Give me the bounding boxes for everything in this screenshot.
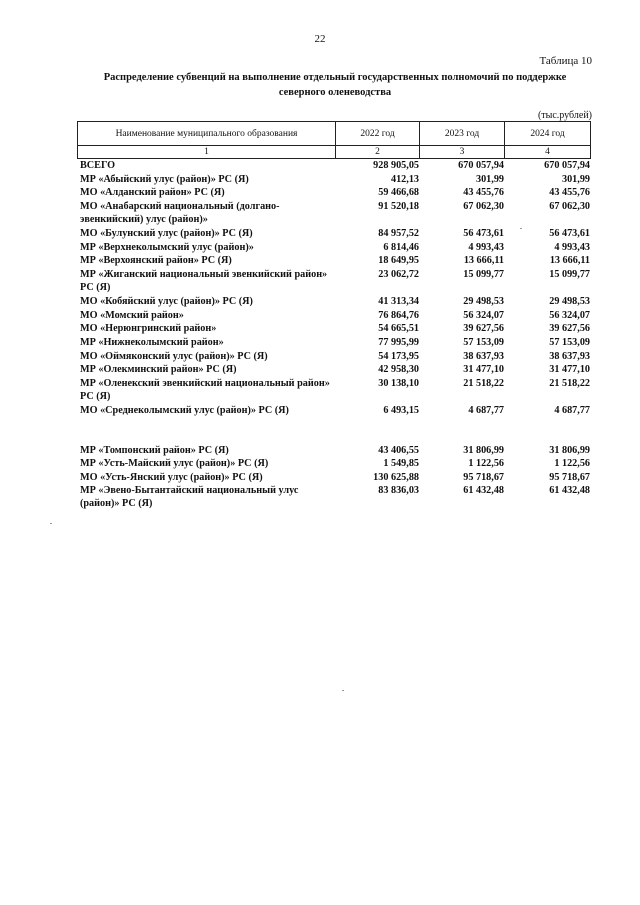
header-2024: 2024 год xyxy=(505,122,591,146)
value-2024: 31 477,10 xyxy=(549,364,590,376)
table-row xyxy=(77,268,590,295)
value-2022: 42 958,30 xyxy=(378,364,419,376)
value-2022: 83 836,03 xyxy=(378,485,419,497)
municipality-name: МР «Нижнеколымский район» xyxy=(80,336,224,348)
value-2023: 57 153,09 xyxy=(463,336,504,348)
table-row xyxy=(77,309,590,323)
table-row xyxy=(77,227,590,241)
data-table xyxy=(77,159,590,512)
municipality-name: МО «Нерюнгринский район» xyxy=(80,323,217,335)
value-2022: 30 138,10 xyxy=(378,377,419,389)
table-row xyxy=(77,186,590,200)
value-2023: 670 057,94 xyxy=(458,160,504,171)
value-2023: 95 718,67 xyxy=(463,471,504,483)
table-row xyxy=(77,241,590,255)
table-row xyxy=(77,173,590,187)
value-2022: 77 995,99 xyxy=(378,336,419,348)
col-number-3: 3 xyxy=(420,146,505,159)
value-2023: 13 666,11 xyxy=(463,255,504,267)
municipality-name: МО «Среднеколымский улус (район)» РС (Я) xyxy=(80,405,289,417)
value-2024: 15 099,77 xyxy=(549,268,590,280)
value-2023: 29 498,53 xyxy=(463,296,504,308)
value-2024: 21 518,22 xyxy=(549,377,590,389)
municipality-name: МР «Эвено-Бытантайский национальный улус (район)» РС (Я) xyxy=(80,485,299,510)
value-2023: 39 627,56 xyxy=(463,323,504,335)
value-2023: 56 324,07 xyxy=(463,309,504,321)
table-row xyxy=(77,200,590,227)
table-row xyxy=(77,444,590,458)
value-2024: 67 062,30 xyxy=(549,200,590,212)
municipality-name: МО «Алданский район» РС (Я) xyxy=(80,187,225,199)
header-2022: 2022 год xyxy=(336,122,420,146)
value-2024: 61 432,48 xyxy=(549,485,590,497)
value-2023: 56 473,61 xyxy=(463,228,504,240)
value-2022: 412,13 xyxy=(390,173,419,185)
municipality-name: МР «Оленекский эвенкийский национальный район» РС (Я) xyxy=(80,377,330,402)
value-2022: 6 814,46 xyxy=(383,241,419,253)
value-2022: 43 406,55 xyxy=(378,444,419,456)
municipality-name: МО «Усть-Янский улус (район)» РС (Я) xyxy=(80,471,263,483)
table-row xyxy=(77,295,590,309)
value-2022: 54 173,95 xyxy=(378,350,419,362)
value-2024: 31 806,99 xyxy=(549,444,590,456)
municipality-name: МР «Верхнеколымский улус (район)» xyxy=(80,241,254,253)
table-row xyxy=(77,336,590,350)
table-row xyxy=(77,254,590,268)
value-2024: 57 153,09 xyxy=(549,336,590,348)
value-2022: 41 313,34 xyxy=(378,296,419,308)
municipality-name: МО «Булунский улус (район)» РС (Я) xyxy=(80,228,253,240)
scan-speck xyxy=(342,690,344,691)
table-row xyxy=(77,377,590,404)
page-number: 22 xyxy=(314,33,326,45)
unit-label: (тыс.рублей) xyxy=(537,110,592,121)
document-title: Распределение субвенций на выполнение отдельный государственных полномочий по поддержке северного оленеводства xyxy=(103,72,567,98)
value-2022: 76 864,76 xyxy=(378,309,419,321)
table-row xyxy=(77,322,590,336)
value-2024: 56 324,07 xyxy=(549,309,590,321)
value-2023: 31 806,99 xyxy=(463,444,504,456)
value-2024: 38 637,93 xyxy=(549,350,590,362)
municipality-name: ВСЕГО xyxy=(80,160,116,171)
value-2022: 23 062,72 xyxy=(378,268,419,280)
value-2023: 15 099,77 xyxy=(463,268,504,280)
value-2024: 4 687,77 xyxy=(554,405,590,417)
municipality-name: МР «Жиганский национальный эвенкийский район» РС (Я) xyxy=(80,268,328,293)
value-2023: 301,99 xyxy=(475,173,504,185)
value-2023: 31 477,10 xyxy=(463,364,504,376)
value-2022: 1 549,85 xyxy=(383,458,419,470)
scan-speck xyxy=(50,523,52,524)
value-2024: 4 993,43 xyxy=(554,241,590,253)
col-number-1: 1 xyxy=(78,146,336,159)
table-row xyxy=(77,484,590,511)
value-2023: 4 993,43 xyxy=(468,241,504,253)
municipality-name: МР «Олекминский район» РС (Я) xyxy=(80,364,237,376)
value-2022: 130 625,88 xyxy=(373,471,419,483)
scan-speck xyxy=(520,228,522,229)
value-2024: 56 473,61 xyxy=(549,228,590,240)
value-2023: 61 432,48 xyxy=(463,485,504,497)
table-row xyxy=(77,350,590,364)
value-2022: 6 493,15 xyxy=(383,405,419,417)
value-2023: 4 687,77 xyxy=(468,405,504,417)
value-2024: 39 627,56 xyxy=(549,323,590,335)
value-2022: 54 665,51 xyxy=(378,323,419,335)
table-row xyxy=(77,363,590,377)
value-2023: 1 122,56 xyxy=(468,458,504,470)
col-number-2: 2 xyxy=(336,146,420,159)
value-2022: 91 520,18 xyxy=(378,200,419,212)
value-2023: 67 062,30 xyxy=(463,200,504,212)
value-2024: 43 455,76 xyxy=(549,187,590,199)
table-row xyxy=(77,457,590,471)
municipality-name: МО «Момский район» xyxy=(80,309,184,321)
value-2022: 18 649,95 xyxy=(378,255,419,267)
value-2022: 928 905,05 xyxy=(373,160,419,171)
municipality-name: МО «Кобяйский улус (район)» РС (Я) xyxy=(80,296,253,308)
value-2024: 13 666,11 xyxy=(549,255,590,267)
table-row xyxy=(77,404,590,418)
value-2024: 95 718,67 xyxy=(549,471,590,483)
value-2024: 1 122,56 xyxy=(554,458,590,470)
value-2022: 59 466,68 xyxy=(378,187,419,199)
col-number-4: 4 xyxy=(505,146,591,159)
municipality-name: МР «Абыйский улус (район)» РС (Я) xyxy=(80,173,249,185)
table-label: Таблица 10 xyxy=(539,55,592,67)
header-name: Наименование муниципального образования xyxy=(78,122,336,146)
municipality-name: МР «Усть-Майский улус (район)» РС (Я) xyxy=(80,458,269,470)
spacer-row xyxy=(77,418,590,444)
total-row xyxy=(77,159,590,173)
table-row xyxy=(77,471,590,485)
municipality-name: МО «Анабарский национальный (долгано-эвенкийский) улус (район)» xyxy=(80,200,280,225)
value-2023: 21 518,22 xyxy=(463,377,504,389)
value-2024: 29 498,53 xyxy=(549,296,590,308)
municipality-name: МР «Верхоянский район» РС (Я) xyxy=(80,255,232,267)
table-header xyxy=(77,121,591,159)
municipality-name: МО «Оймяконский улус (район)» РС (Я) xyxy=(80,350,268,362)
value-2024: 301,99 xyxy=(561,173,590,185)
value-2023: 43 455,76 xyxy=(463,187,504,199)
municipality-name: МР «Томпонский район» РС (Я) xyxy=(80,444,229,456)
value-2022: 84 957,52 xyxy=(378,228,419,240)
header-2023: 2023 год xyxy=(420,122,505,146)
value-2023: 38 637,93 xyxy=(463,350,504,362)
value-2024: 670 057,94 xyxy=(544,160,590,171)
